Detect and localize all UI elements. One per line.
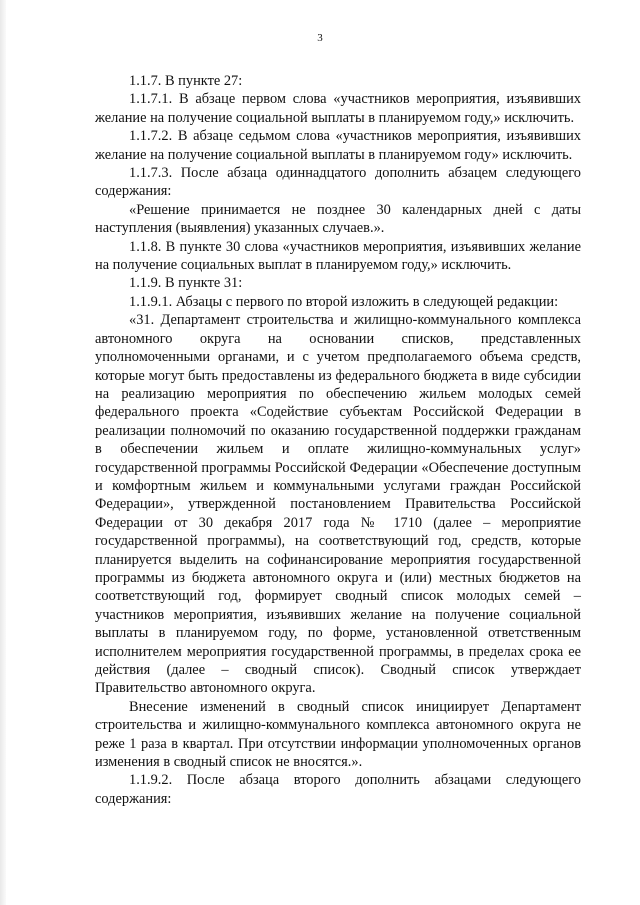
paragraph-1-1-8: 1.1.8. В пункте 30 слова «участников мероприятия, изъявивших желание на получение социальных выплат в планируемом году,» исключить.	[95, 238, 581, 274]
paragraph-1-1-7-1: 1.1.7.1. В абзаце первом слова «участников мероприятия, изъявивших желание на получение социальной выплаты в планируемом году,» исключить.	[95, 91, 581, 126]
paragraph-1-1-9-2: 1.1.9.2. После абзаца второго дополнить абзацами следующего содержания:	[95, 772, 581, 807]
paragraph-1-1-7-3: 1.1.7.3. После абзаца одиннадцатого дополнить абзацем следующего содержания:	[95, 165, 581, 200]
paragraph-amendments: Внесение изменений в сводный список инициирует Департамент строительства и жилищно-коммунального комплекса автономного округа не реже 1 раза в квартал. При отсутствии информации уполномоченных органов изменения в сводный список не вносятся.».	[95, 698, 581, 771]
paragraph-quote-decision: «Решение принимается не позднее 30 календарных дней с даты наступления (выявления) указанных случаев.».	[95, 201, 581, 237]
paragraph-1-1-9: 1.1.9. В пункте 31:	[129, 275, 243, 292]
document-body	[95, 72, 581, 808]
scan-edge-shadow	[0, 0, 6, 905]
paragraph-1-1-9-1: 1.1.9.1. Абзацы с первого по второй изложить в следующей редакции:	[129, 293, 559, 310]
paragraph-1-1-7-2: 1.1.7.2. В абзаце седьмом слова «участников мероприятия, изъявивших желание на получение социальной выплаты в планируемом году» исключить.	[95, 128, 581, 163]
page-number: 3	[317, 32, 323, 44]
paragraph-quote-31: «31. Департамент строительства и жилищно-коммунального комплекса автономного округа на основании списков, представленных уполномоченными органами, и с учетом предполагаемого объема средств, которые могут быть предоставлены из федерального бюджета в виде субсидии на реализацию мероприятия по обеспечению жильем молодых семей федерального проекта «Содействие субъектам Российской Федерации в реализации полномочий по оказанию государственной поддержки гражданам в обеспечении жильем и оплате жилищно-коммунальных услуг» государственной программы Российской Федерации «Обеспечение доступным и комфортным жильем и коммунальными услугами граждан Российской Федерации», утвержденной постановлением Правительства Российской Федерации от 30 декабря 2017 года № 1710 (далее – мероприятие государственной программы), на соответствующий год, средств, которые планируется выделить на софинансирование мероприятия государственной программы из бюджета автономного округа и (или) местных бюджетов на соответствующий год, формирует сводный список молодых семей – участников мероприятия, изъявивших желание на получение социальной выплаты в планируемом году, по форме, установленной ответственным исполнителем мероприятия государственной программы, в пределах срока ее действия (далее – сводный список). Сводный список утверждает Правительство автономного округа.	[95, 312, 581, 697]
paragraph-1-1-7: 1.1.7. В пункте 27:	[129, 73, 243, 89]
